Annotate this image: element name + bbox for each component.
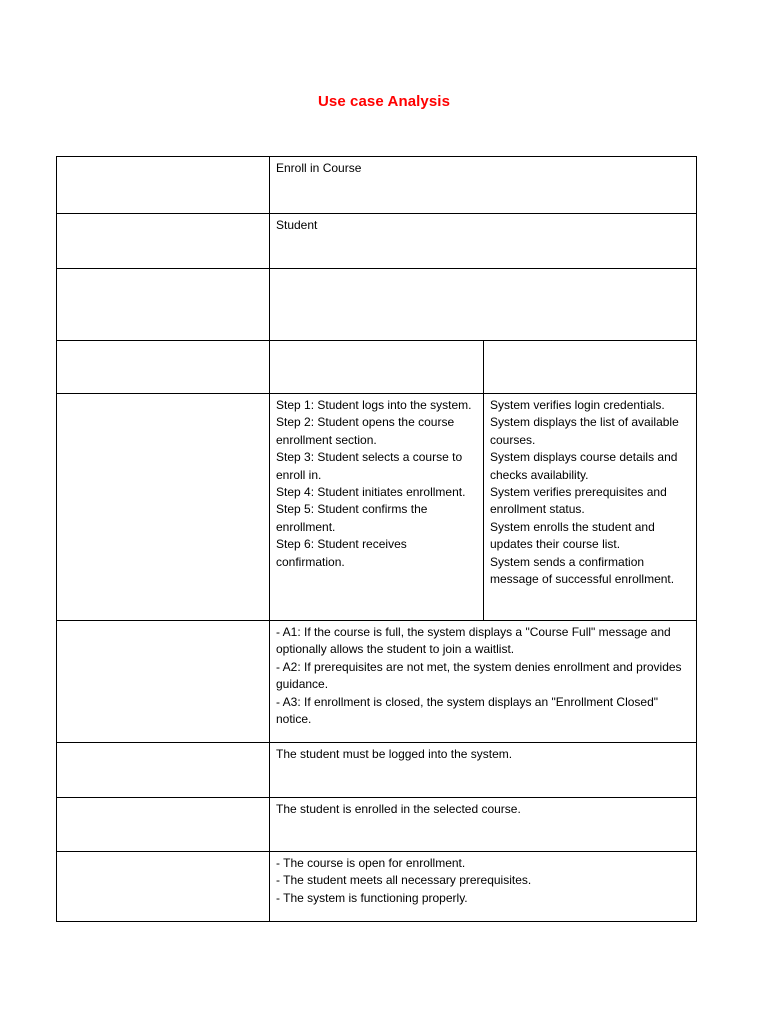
table-row-main-flow xyxy=(57,394,697,621)
use-case-table xyxy=(56,156,697,922)
row-label-cell xyxy=(57,852,270,922)
table-row-alternate-flows xyxy=(57,621,697,743)
row-label-cell xyxy=(57,157,270,214)
description-cell xyxy=(270,269,697,341)
precondition-cell: The student must be logged into the system. xyxy=(270,743,697,798)
row-label-cell xyxy=(57,798,270,852)
alternate-flows-cell: - A1: If the course is full, the system displays a "Course Full" message and optionally allows the student to join a waitlist. - A2: If prerequisites are not met, the system denies enrollment and provides guidance. - A3: If enrollment is closed, the system displays an "Enrollment Closed" notice. xyxy=(270,621,697,743)
flow-header-right-cell xyxy=(484,341,697,394)
flow-header-left-cell xyxy=(270,341,484,394)
postcondition-cell: The student is enrolled in the selected course. xyxy=(270,798,697,852)
table-row-actor xyxy=(57,214,697,269)
actor-cell: Student xyxy=(270,214,697,269)
use-case-name-cell: Enroll in Course xyxy=(270,157,697,214)
row-label-cell xyxy=(57,621,270,743)
row-label-cell xyxy=(57,214,270,269)
system-responses-cell: System verifies login credentials. System displays the list of available courses. System displays course details and checks availability. System verifies prerequisites and enrollment status. System enrolls the student and updates their course list. System sends a confirmation message of successful enrollment. xyxy=(484,394,697,621)
actor-steps-cell: Step 1: Student logs into the system. Step 2: Student opens the course enrollment section. Step 3: Student selects a course to enroll in. Step 4: Student initiates enrollment. Step 5: Student confirms the enrollment. Step 6: Student receives confirmation. xyxy=(270,394,484,621)
table-row-precondition xyxy=(57,743,697,798)
table-row-assumptions xyxy=(57,852,697,922)
row-label-cell xyxy=(57,743,270,798)
row-label-cell xyxy=(57,269,270,341)
table-row-description xyxy=(57,269,697,341)
table-row-use-case-name xyxy=(57,157,697,214)
row-label-cell xyxy=(57,341,270,394)
table-row-flow-header xyxy=(57,341,697,394)
row-label-cell xyxy=(57,394,270,621)
table-row-postcondition xyxy=(57,798,697,852)
assumptions-cell: - The course is open for enrollment. - The student meets all necessary prerequisites. - The system is functioning properly. xyxy=(270,852,697,922)
document-title: Use case Analysis xyxy=(317,93,451,110)
